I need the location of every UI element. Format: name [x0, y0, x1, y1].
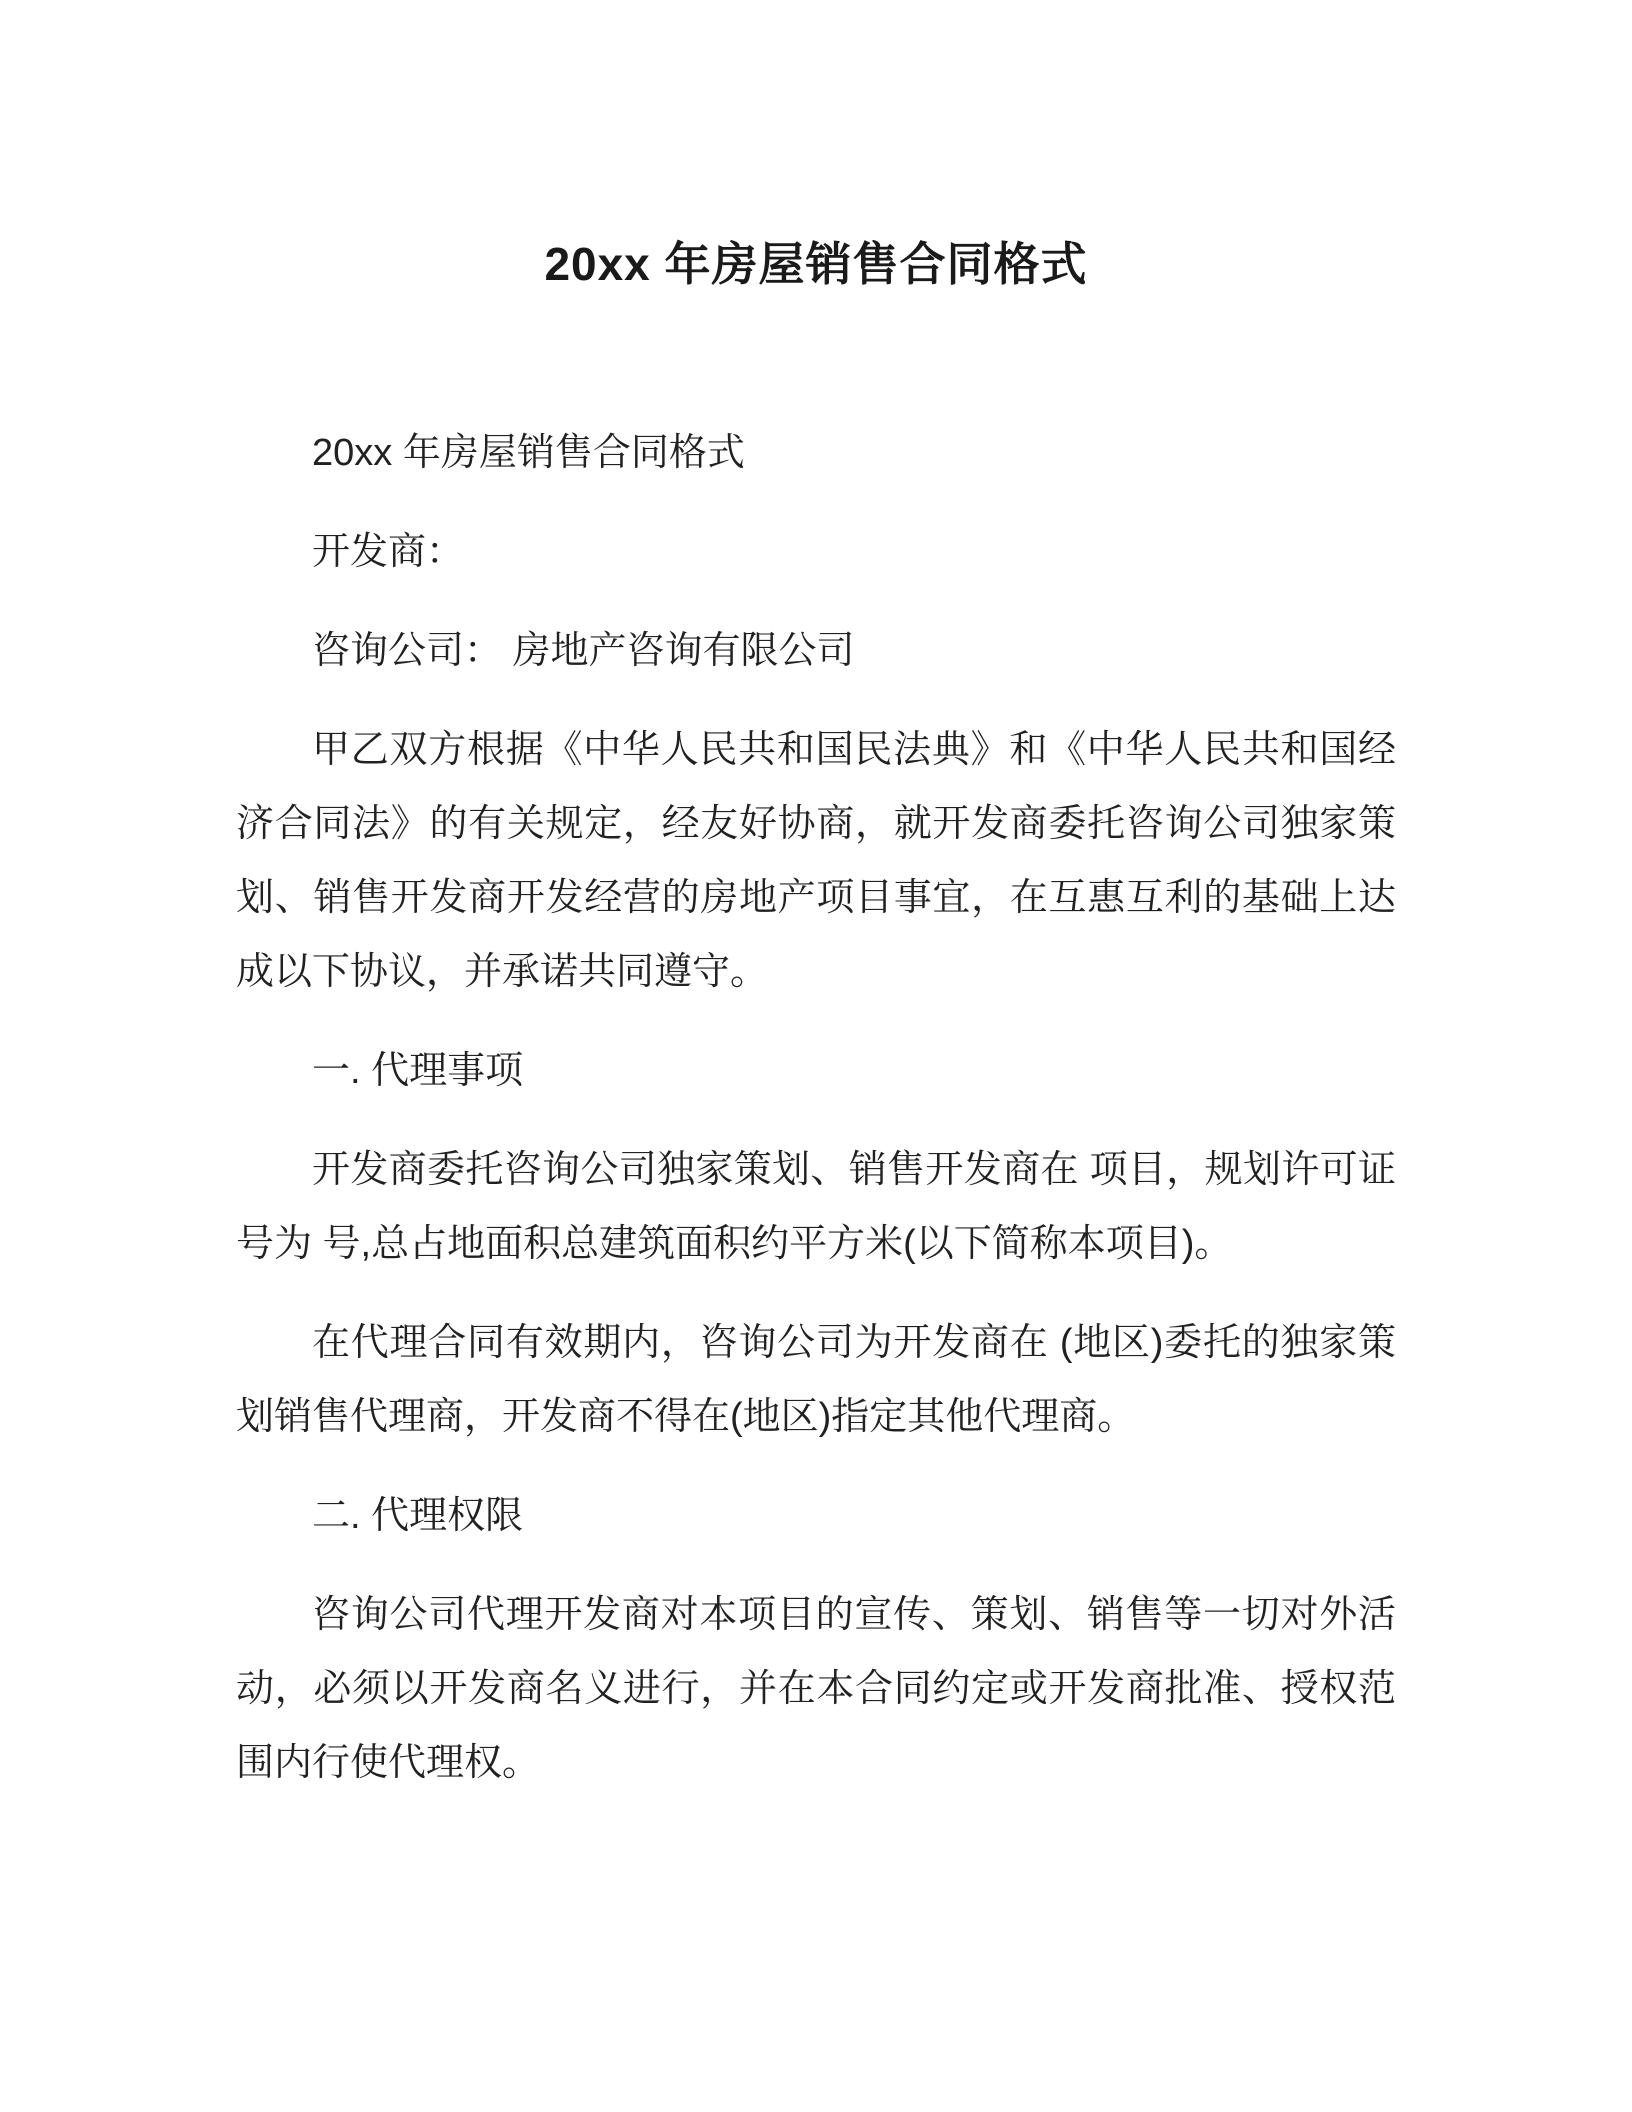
- section-1-heading: 一. 代理事项: [312, 1050, 524, 1092]
- preamble-paragraph: 甲乙双方根据《中华人民共和国民法典》和《中华人民共和国经济合同法》的有关规定，经友好协商，就开发商委托咨询公司独家策划、销售开发商开发经营的房地产项目事宜，在互惠互利的基础上达成以下协议，并承诺共同遵守。: [236, 729, 1396, 993]
- agency-matters-paragraph-2: 在代理合同有效期内，咨询公司为开发商在 (地区)委托的独家策划销售代理商，开发商不得在(地区)指定其他代理商。: [236, 1322, 1396, 1438]
- doc-heading-line: 20xx 年房屋销售合同格式: [312, 432, 745, 474]
- document-title: 20xx 年房屋销售合同格式: [544, 238, 1088, 290]
- agency-matters-paragraph-1: 开发商委托咨询公司独家策划、销售开发商在 项目，规划许可证号为 号,总占地面积总建筑面积约平方米(以下简称本项目)。: [236, 1149, 1396, 1265]
- consulting-company-line: 咨询公司： 房地产咨询有限公司: [312, 630, 855, 672]
- developer-line: 开发商：: [312, 531, 465, 573]
- section-2-heading: 二. 代理权限: [312, 1495, 524, 1537]
- agency-authority-paragraph: 咨询公司代理开发商对本项目的宣传、策划、销售等一切对外活动，必须以开发商名义进行，并在本合同约定或开发商批准、授权范围内行使代理权。: [236, 1594, 1396, 1784]
